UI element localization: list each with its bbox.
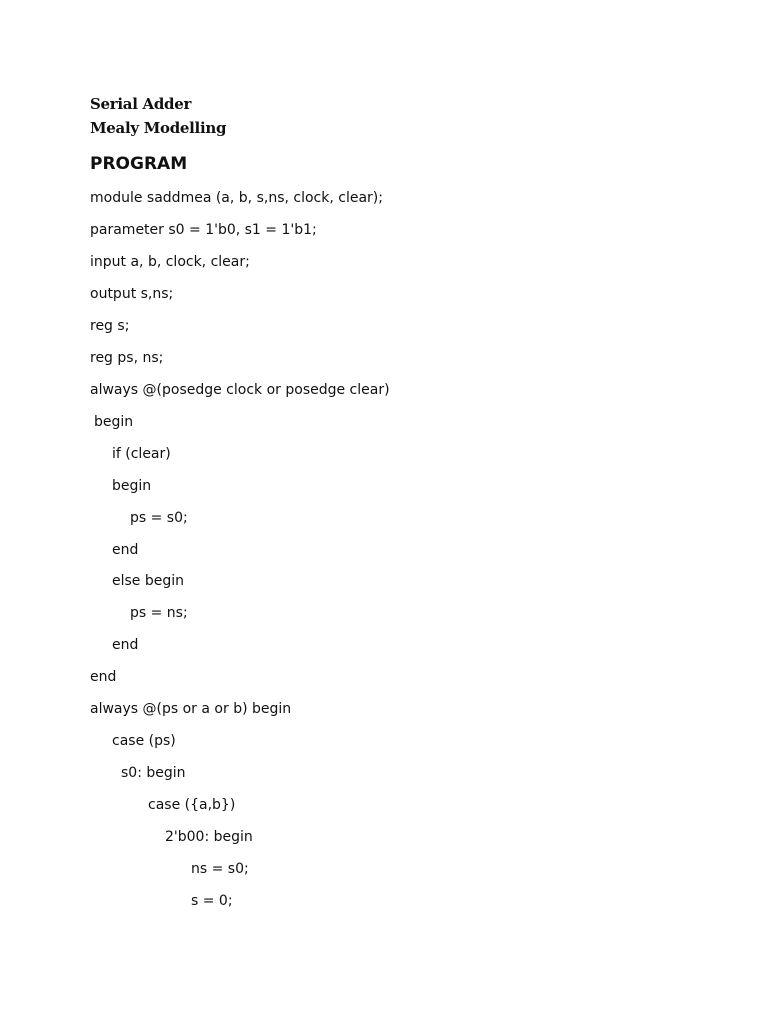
code-line: s = 0; <box>191 893 233 909</box>
code-line: ps = s0; <box>130 510 188 526</box>
code-line: if (clear) <box>112 446 171 462</box>
code-line: ns = s0; <box>191 861 249 877</box>
code-line: reg s; <box>90 318 130 334</box>
document-subtitle: Mealy Modelling <box>90 119 227 137</box>
code-line: 2'b00: begin <box>165 829 253 845</box>
code-line: ps = ns; <box>130 605 188 621</box>
code-line: case (ps) <box>112 733 176 749</box>
code-line: output s,ns; <box>90 286 174 302</box>
code-line: s0: begin <box>121 765 186 781</box>
code-line: always @(ps or a or b) begin <box>90 701 292 717</box>
code-line: begin <box>112 478 152 494</box>
document-title: Serial Adder <box>90 95 192 113</box>
code-line: module saddmea (a, b, s,ns, clock, clear); <box>90 190 383 206</box>
code-line: reg ps, ns; <box>90 350 164 366</box>
code-line: end <box>112 542 139 558</box>
code-line: begin <box>94 414 134 430</box>
code-line: case ({a,b}) <box>148 797 236 813</box>
code-line: else begin <box>112 573 185 589</box>
program-heading: PROGRAM <box>90 154 188 174</box>
code-line: end <box>112 637 139 653</box>
code-line: end <box>90 669 117 685</box>
code-line: always @(posedge clock or posedge clear) <box>90 382 390 398</box>
code-line: input a, b, clock, clear; <box>90 254 250 270</box>
code-line: parameter s0 = 1'b0, s1 = 1'b1; <box>90 222 317 238</box>
